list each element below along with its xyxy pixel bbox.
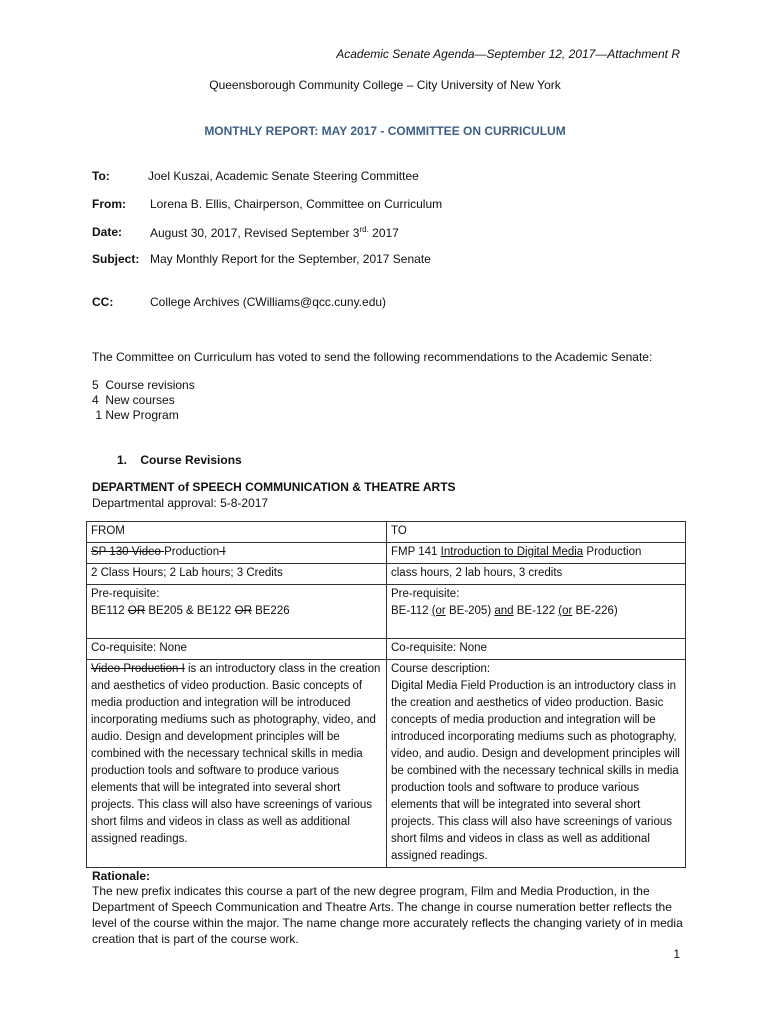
table-row	[87, 522, 686, 543]
description-text: Digital Media Field Production is an introductory class in the creation and aesthetics of video production. Basic concepts of media production and integration will be introduced incorporating mediums such as photography, video, and audio. Design and development principles will be combined with the necessary technical skills in media production tools and software to produce various elements that will be integrated into several short projects. This class will also have screenings of various short films and videos in class as well as additional assigned readings.	[391, 680, 680, 862]
summary-item: 4 New courses	[92, 393, 175, 407]
department-name: DEPARTMENT of SPEECH COMMUNICATION & THEATRE ARTS	[92, 480, 456, 494]
memo-to-value: Joel Kuszai, Academic Senate Steering Committee	[148, 169, 419, 183]
from-hours: 2 Class Hours; 2 Lab hours; 3 Credits	[87, 564, 387, 585]
intro-paragraph: The Committee on Curriculum has voted to send the following recommendations to the Academic Senate:	[92, 350, 653, 364]
rationale-label: Rationale:	[92, 869, 151, 883]
to-description	[387, 660, 686, 868]
summary-list	[92, 378, 195, 423]
agenda-reference: Academic Senate Agenda—September 12, 2017—Attachment R	[336, 47, 680, 61]
memo-subject-value: May Monthly Report for the September, 2017 Senate	[150, 252, 431, 266]
prereq-value: BE112 OR BE205 & BE122 OR BE226	[91, 605, 290, 617]
rationale-text: The new prefix indicates this course a part of the new degree program, Film and Media Production, in the Department of Speech Communication and Theatre Arts. The change in course numeration better reflects the level of the course within the major. The name change more accurately reflects the changing variety of in media creation that is part of the course work.	[92, 884, 683, 946]
from-corequisite: Co-requisite: None	[87, 639, 387, 660]
table-row	[87, 564, 686, 585]
from-prerequisite	[87, 585, 387, 639]
table-row	[87, 660, 686, 868]
prereq-label: Pre-requisite:	[91, 588, 160, 600]
summary-item: 5 Course revisions	[92, 378, 195, 392]
section-heading: 1. Course Revisions	[117, 453, 242, 467]
report-title: MONTHLY REPORT: MAY 2017 - COMMITTEE ON CURRICULUM	[204, 124, 566, 138]
department-approval: Departmental approval: 5-8-2017	[92, 496, 269, 510]
prereq-label: Pre-requisite:	[391, 588, 460, 600]
to-corequisite: Co-requisite: None	[387, 639, 686, 660]
memo-cc-label: CC:	[92, 295, 114, 309]
college-name: Queensborough Community College – City University of New York	[209, 78, 561, 92]
to-hours: class hours, 2 lab hours, 3 credits	[387, 564, 686, 585]
memo-date-label: Date:	[92, 225, 123, 239]
table-row	[87, 543, 686, 564]
prereq-value: BE-112 (or BE-205) and BE-122 (or BE-226)	[391, 605, 618, 617]
course-revision-table	[86, 521, 686, 868]
to-course-title: FMP 141 Introduction to Digital Media Production	[387, 543, 686, 564]
to-header: TO	[387, 522, 686, 543]
memo-cc-value: College Archives (CWilliams@qcc.cuny.edu)	[150, 295, 387, 309]
memo-date-value: August 30, 2017, Revised September $3^{rd.}$ 2017	[150, 225, 399, 240]
memo-from-label: From:	[92, 197, 126, 211]
to-prerequisite	[387, 585, 686, 639]
table-row	[87, 639, 686, 660]
from-description: Video Production I is an introductory class in the creation and aesthetics of video production. Basic concepts of media production and integration will be introduced incorporating mediums such as photography, video, and audio. Design and development principles will be combined with the necessary technical skills in media production tools and software to produce various elements that will be integrated into several short projects. This class will also have screenings of various short films and videos in class as well as additional assigned readings.	[87, 660, 387, 868]
from-course-title: SP 130 Video Production I	[87, 543, 387, 564]
summary-item: 1 New Program	[92, 408, 179, 422]
memo-to-label: To:	[92, 169, 110, 183]
page-number: 1	[673, 947, 680, 961]
memo-from-value: Lorena B. Ellis, Chairperson, Committee on Curriculum	[150, 197, 443, 211]
description-label: Course description:	[391, 663, 491, 675]
table-row	[87, 585, 686, 639]
from-header: FROM	[87, 522, 387, 543]
memo-subject-label: Subject:	[92, 252, 140, 266]
